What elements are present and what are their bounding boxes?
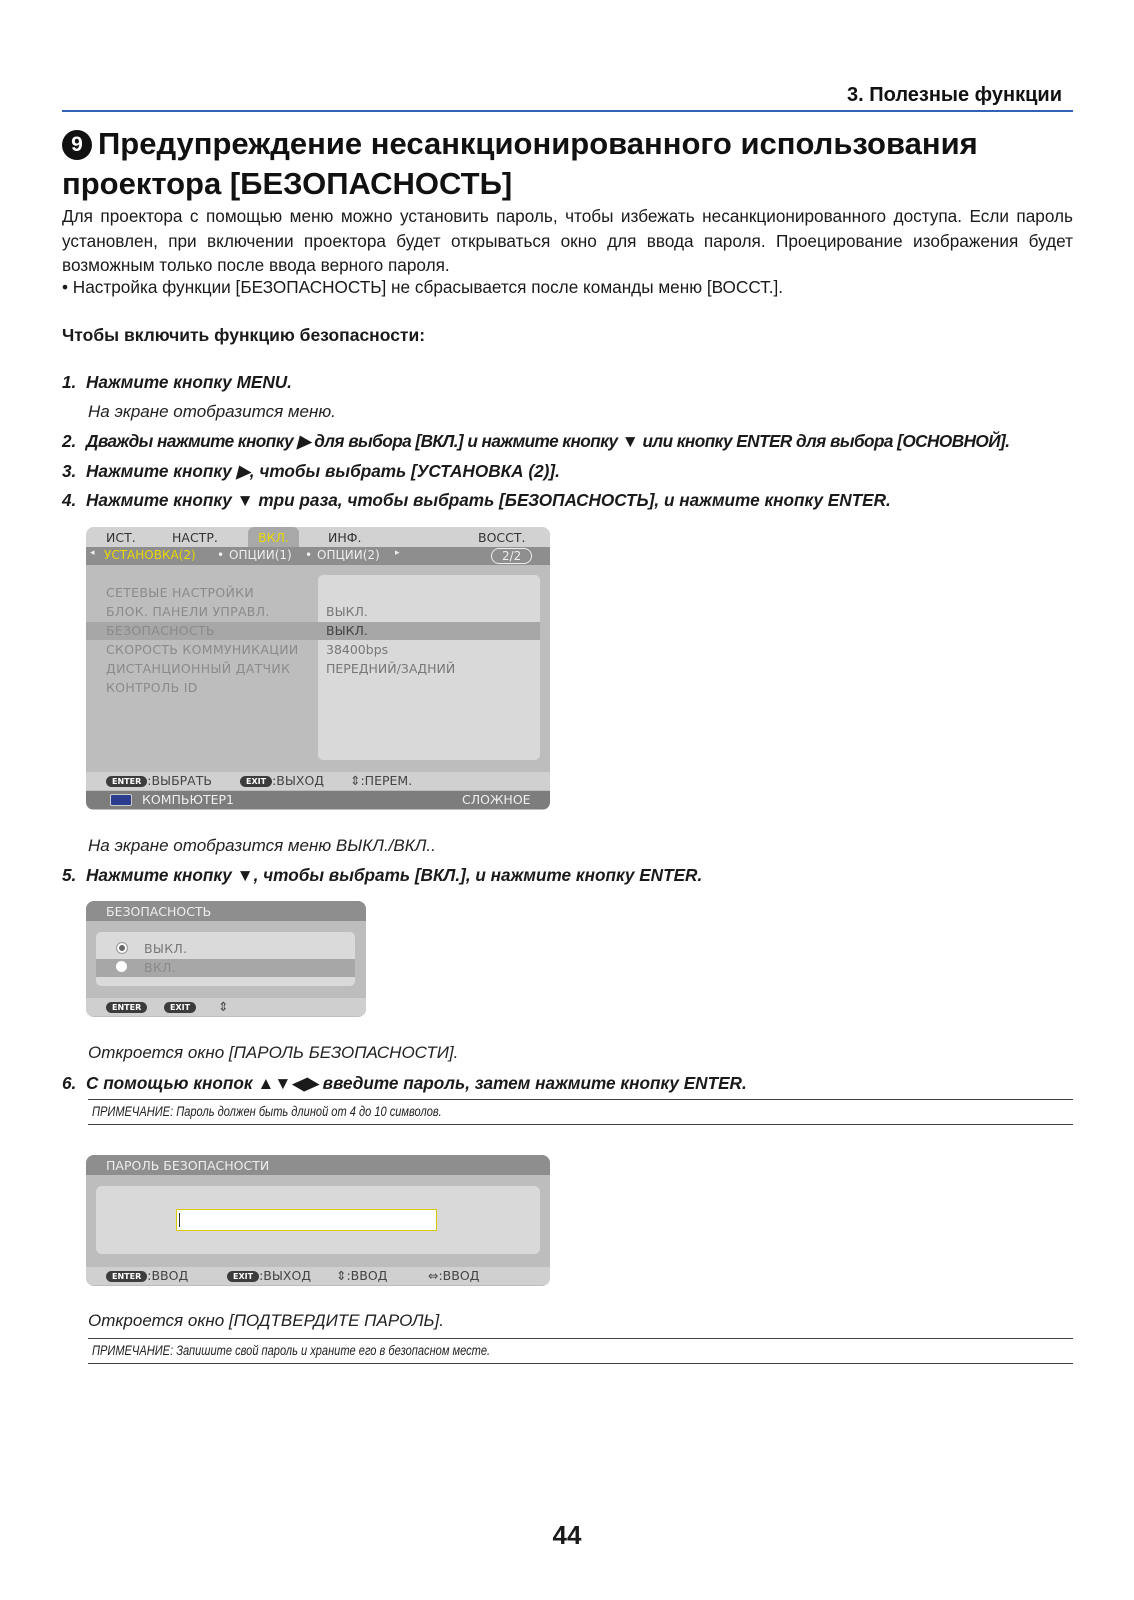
computer-input-icon <box>110 794 132 806</box>
step-2: 2. Дважды нажмите кнопку ▶ для выбора [ВКЛ.] и нажмите кнопку ▼ или кнопку ENTER для выбора [ОСНОВНОЙ]. <box>62 431 1010 451</box>
section-header: 3. Полезные функции <box>846 84 1062 106</box>
page-title <box>62 124 1073 204</box>
enter-hint: :ВЫБРАТЬ <box>147 773 212 788</box>
note-rule-top <box>88 1099 1073 1100</box>
tab-reset[interactable]: ВОССТ. <box>478 530 526 545</box>
password-input[interactable] <box>176 1209 437 1231</box>
option-off[interactable]: ВЫКЛ. <box>144 941 188 956</box>
enter-key-icon: ENTER <box>106 776 147 787</box>
subheading: Чтобы включить функцию безопасности: <box>62 325 426 345</box>
enter-hint: :ВВОД <box>147 1268 189 1283</box>
header-rule <box>62 110 1073 112</box>
enter-key-icon: ENTER <box>106 1002 147 1013</box>
menu-item-control-id[interactable]: КОНТРОЛЬ ID <box>106 680 198 695</box>
dialog-title-bar <box>86 1155 550 1175</box>
section-number-badge: 9 <box>62 130 92 160</box>
menu-tab-bar <box>86 527 550 547</box>
next-subtab-arrow[interactable]: ▸ <box>395 548 400 558</box>
page-number: 44 <box>552 1520 582 1550</box>
value-comm-speed: 38400bps <box>326 642 389 657</box>
bullet-note: • Настройка функции [БЕЗОПАСНОСТЬ] не сбрасывается после команды меню [ВОССТ.]. <box>62 277 784 297</box>
value-panel-lock: ВЫКЛ. <box>326 604 368 619</box>
updown-input-hint: ⇕:ВВОД <box>336 1268 388 1283</box>
tab-adjust[interactable]: НАСТР. <box>172 530 218 545</box>
osd-password-dialog <box>86 1155 550 1286</box>
page-title-text: Предупреждение несанкционированного использования проектора [БЕЗОПАСНОСТЬ] <box>62 126 978 201</box>
step-4: 4. Нажмите кнопку ▼ три раза, чтобы выбрать [БЕЗОПАСНОСТЬ], и нажмите кнопку ENTER. <box>62 490 891 510</box>
move-hint: ⇕ <box>218 999 229 1014</box>
note-rule-top <box>88 1338 1073 1339</box>
menu-item-comm-speed[interactable]: СКОРОСТЬ КОММУНИКАЦИИ <box>106 642 299 657</box>
subtab-dot: • <box>305 548 313 562</box>
subtab-options1[interactable]: ОПЦИИ(1) <box>229 548 292 562</box>
note-rule-bottom <box>88 1124 1073 1125</box>
tab-setup[interactable]: ВКЛ. <box>248 527 299 547</box>
step-3: 3. Нажмите кнопку ▶, чтобы выбрать [УСТАНОВКА (2)]. <box>62 461 560 481</box>
move-hint: ⇕:ПЕРЕМ. <box>350 773 413 788</box>
menu-item-remote-sensor[interactable]: ДИСТАНЦИОННЫЙ ДАТЧИК <box>106 661 291 676</box>
page-indicator: 2/2 <box>491 548 532 564</box>
value-security: ВЫКЛ. <box>326 623 368 638</box>
subtab-setup2[interactable]: УСТАНОВКА(2) <box>104 548 196 562</box>
step-1: 1. Нажмите кнопку MENU. <box>62 372 292 392</box>
exit-hint: :ВЫХОД <box>272 773 325 788</box>
option-on[interactable]: ВКЛ. <box>144 960 177 975</box>
exit-key-icon: EXIT <box>227 1271 259 1282</box>
osd-setup-menu <box>86 527 550 810</box>
exit-hint: :ВЫХОД <box>259 1268 312 1283</box>
step-6-result: Откроется окно [ПОДТВЕРДИТЕ ПАРОЛЬ]. <box>88 1311 444 1330</box>
radio-on-icon[interactable] <box>116 961 127 972</box>
exit-key-icon: EXIT <box>164 1002 196 1013</box>
menu-subtab-bar <box>86 547 550 565</box>
note-password-length: ПРИМЕЧАНИЕ: Пароль должен быть длиной от 4 до 10 символов. <box>92 1104 442 1119</box>
enter-key-icon: ENTER <box>106 1271 147 1282</box>
step-4-result: На экране отобразится меню ВЫКЛ./ВКЛ.. <box>88 836 436 855</box>
osd-security-dialog <box>86 901 366 1017</box>
leftright-input-hint: ⇔:ВВОД <box>428 1268 480 1283</box>
subtab-dot: • <box>217 548 225 562</box>
menu-item-network[interactable]: СЕТЕВЫЕ НАСТРОЙКИ <box>106 585 255 600</box>
note-rule-bottom <box>88 1363 1073 1364</box>
dialog-title: ПАРОЛЬ БЕЗОПАСНОСТИ <box>106 1158 270 1173</box>
exit-key-icon: EXIT <box>240 776 272 787</box>
selected-option-highlight <box>96 959 355 977</box>
subtab-options2[interactable]: ОПЦИИ(2) <box>317 548 380 562</box>
dialog-title: БЕЗОПАСНОСТЬ <box>106 904 212 919</box>
menu-mode: СЛОЖНОЕ <box>462 792 531 807</box>
text-cursor <box>179 1213 180 1227</box>
note-store-password: ПРИМЕЧАНИЕ: Запишите свой пароль и храните его в безопасном месте. <box>92 1343 491 1358</box>
menu-item-panel-lock[interactable]: БЛОК. ПАНЕЛИ УПРАВЛ. <box>106 604 270 619</box>
intro-paragraph: Для проектора с помощью меню можно установить пароль, чтобы избежать несанкционированного доступа. Если пароль установлен, при включении проектора будет открываться окно для ввода пароля. Проецирование изображения будет возможным только после ввода верного пароля. <box>62 206 1073 275</box>
dialog-footer <box>86 998 366 1016</box>
input-source: КОМПЬЮТЕР1 <box>142 792 234 807</box>
radio-off-selected-icon[interactable] <box>116 942 128 954</box>
menu-status-bar <box>86 791 550 809</box>
menu-item-security[interactable]: БЕЗОПАСНОСТЬ <box>106 623 215 638</box>
tab-info[interactable]: ИНФ. <box>328 530 362 545</box>
menu-footer <box>86 772 550 790</box>
prev-subtab-arrow[interactable]: ◂ <box>90 548 95 558</box>
step-5: 5. Нажмите кнопку ▼, чтобы выбрать [ВКЛ.], и нажмите кнопку ENTER. <box>62 865 703 885</box>
tab-source[interactable]: ИСТ. <box>106 530 136 545</box>
step-5-result: Откроется окно [ПАРОЛЬ БЕЗОПАСНОСТИ]. <box>88 1043 459 1062</box>
step-6: 6. С помощью кнопок ▲▼◀▶ введите пароль, затем нажмите кнопку ENTER. <box>62 1073 747 1093</box>
step-1-result: На экране отобразится меню. <box>88 402 336 421</box>
dialog-footer <box>86 1267 550 1285</box>
value-remote-sensor: ПЕРЕДНИЙ/ЗАДНИЙ <box>326 661 456 676</box>
dialog-title-bar <box>86 901 366 921</box>
